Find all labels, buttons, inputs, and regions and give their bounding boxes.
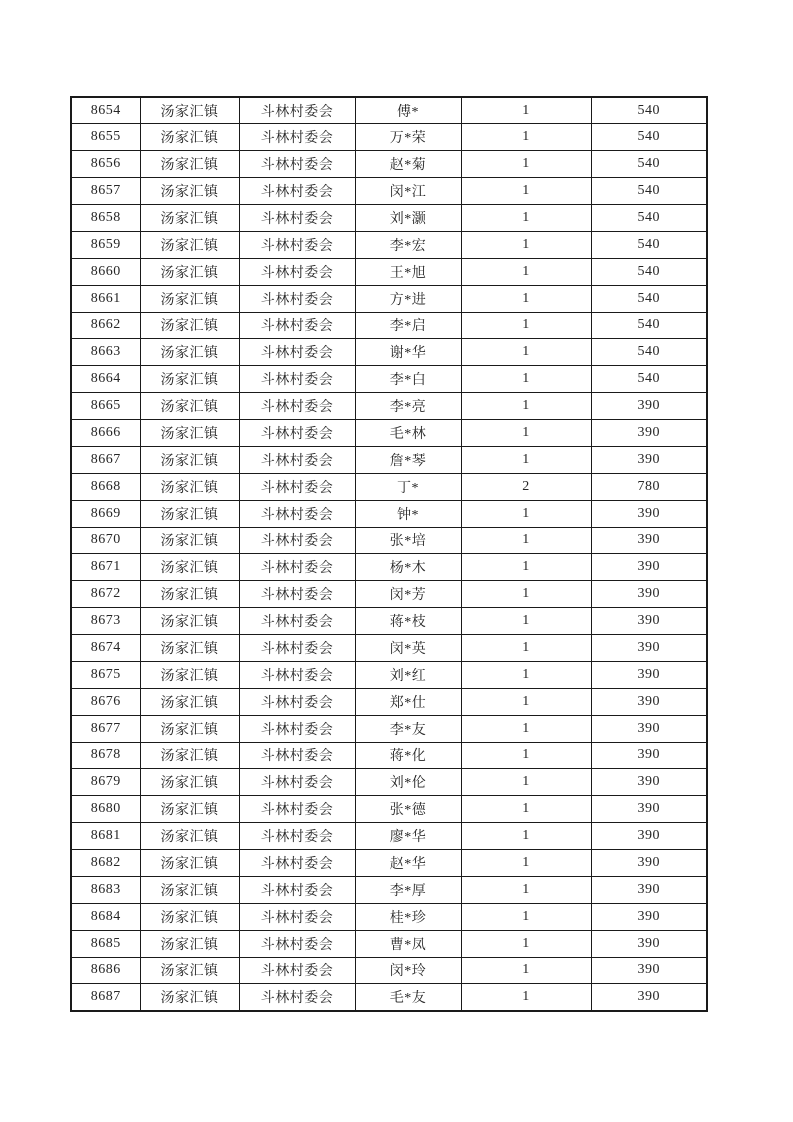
cell-town: 汤家汇镇 — [140, 500, 239, 527]
cell-town: 汤家汇镇 — [140, 635, 239, 662]
cell-amount: 540 — [591, 205, 707, 232]
cell-person-name: 桂*珍 — [355, 903, 461, 930]
cell-count: 1 — [461, 124, 591, 151]
cell-village-committee: 斗林村委会 — [239, 285, 355, 312]
cell-town: 汤家汇镇 — [140, 742, 239, 769]
cell-town: 汤家汇镇 — [140, 554, 239, 581]
cell-village-committee: 斗林村委会 — [239, 151, 355, 178]
table-row — [71, 178, 707, 205]
cell-town: 汤家汇镇 — [140, 393, 239, 420]
table-row — [71, 608, 707, 635]
table-row — [71, 823, 707, 850]
cell-village-committee: 斗林村委会 — [239, 635, 355, 662]
cell-person-name: 丁* — [355, 473, 461, 500]
cell-village-committee: 斗林村委会 — [239, 554, 355, 581]
cell-village-committee: 斗林村委会 — [239, 715, 355, 742]
cell-serial-number: 8668 — [71, 473, 140, 500]
cell-amount: 390 — [591, 446, 707, 473]
table-row — [71, 527, 707, 554]
cell-amount: 390 — [591, 500, 707, 527]
cell-serial-number: 8680 — [71, 796, 140, 823]
cell-serial-number: 8687 — [71, 984, 140, 1011]
cell-person-name: 李*亮 — [355, 393, 461, 420]
cell-village-committee: 斗林村委会 — [239, 823, 355, 850]
cell-amount: 390 — [591, 635, 707, 662]
cell-town: 汤家汇镇 — [140, 715, 239, 742]
cell-count: 1 — [461, 769, 591, 796]
table-row — [71, 742, 707, 769]
cell-town: 汤家汇镇 — [140, 930, 239, 957]
cell-village-committee: 斗林村委会 — [239, 903, 355, 930]
cell-town: 汤家汇镇 — [140, 661, 239, 688]
cell-count: 1 — [461, 742, 591, 769]
cell-village-committee: 斗林村委会 — [239, 231, 355, 258]
table-row — [71, 930, 707, 957]
cell-village-committee: 斗林村委会 — [239, 661, 355, 688]
cell-town: 汤家汇镇 — [140, 446, 239, 473]
cell-count: 1 — [461, 554, 591, 581]
cell-serial-number: 8685 — [71, 930, 140, 957]
cell-count: 1 — [461, 366, 591, 393]
table-row — [71, 769, 707, 796]
cell-person-name: 曹*凤 — [355, 930, 461, 957]
cell-amount: 390 — [591, 661, 707, 688]
table-row — [71, 850, 707, 877]
cell-town: 汤家汇镇 — [140, 339, 239, 366]
cell-count: 1 — [461, 608, 591, 635]
cell-count: 1 — [461, 97, 591, 124]
cell-town: 汤家汇镇 — [140, 984, 239, 1011]
cell-town: 汤家汇镇 — [140, 823, 239, 850]
cell-person-name: 詹*琴 — [355, 446, 461, 473]
cell-amount: 390 — [591, 420, 707, 447]
table-row — [71, 903, 707, 930]
cell-person-name: 郑*仕 — [355, 688, 461, 715]
cell-person-name: 李*厚 — [355, 876, 461, 903]
cell-serial-number: 8679 — [71, 769, 140, 796]
cell-serial-number: 8676 — [71, 688, 140, 715]
table-row — [71, 393, 707, 420]
cell-serial-number: 8682 — [71, 850, 140, 877]
cell-village-committee: 斗林村委会 — [239, 393, 355, 420]
cell-person-name: 毛*友 — [355, 984, 461, 1011]
cell-serial-number: 8670 — [71, 527, 140, 554]
table-row — [71, 231, 707, 258]
cell-amount: 540 — [591, 312, 707, 339]
cell-serial-number: 8664 — [71, 366, 140, 393]
cell-person-name: 王*旭 — [355, 258, 461, 285]
cell-village-committee: 斗林村委会 — [239, 769, 355, 796]
cell-town: 汤家汇镇 — [140, 903, 239, 930]
cell-village-committee: 斗林村委会 — [239, 446, 355, 473]
cell-village-committee: 斗林村委会 — [239, 258, 355, 285]
cell-count: 1 — [461, 258, 591, 285]
cell-village-committee: 斗林村委会 — [239, 339, 355, 366]
table-row — [71, 581, 707, 608]
cell-serial-number: 8659 — [71, 231, 140, 258]
cell-serial-number: 8672 — [71, 581, 140, 608]
cell-person-name: 李*友 — [355, 715, 461, 742]
cell-person-name: 万*荣 — [355, 124, 461, 151]
cell-amount: 390 — [591, 876, 707, 903]
cell-village-committee: 斗林村委会 — [239, 876, 355, 903]
cell-person-name: 蒋*化 — [355, 742, 461, 769]
cell-amount: 390 — [591, 688, 707, 715]
cell-amount: 390 — [591, 903, 707, 930]
cell-count: 1 — [461, 339, 591, 366]
table-row — [71, 688, 707, 715]
table-row — [71, 124, 707, 151]
cell-town: 汤家汇镇 — [140, 124, 239, 151]
cell-count: 1 — [461, 688, 591, 715]
cell-person-name: 谢*华 — [355, 339, 461, 366]
cell-person-name: 李*宏 — [355, 231, 461, 258]
cell-town: 汤家汇镇 — [140, 205, 239, 232]
cell-town: 汤家汇镇 — [140, 876, 239, 903]
table-row — [71, 97, 707, 124]
cell-village-committee: 斗林村委会 — [239, 984, 355, 1011]
table-row — [71, 635, 707, 662]
cell-serial-number: 8684 — [71, 903, 140, 930]
cell-serial-number: 8665 — [71, 393, 140, 420]
cell-count: 1 — [461, 151, 591, 178]
cell-person-name: 刘*灏 — [355, 205, 461, 232]
cell-serial-number: 8661 — [71, 285, 140, 312]
table-body — [71, 97, 707, 1011]
cell-count: 1 — [461, 850, 591, 877]
table-row — [71, 285, 707, 312]
cell-serial-number: 8667 — [71, 446, 140, 473]
cell-person-name: 闵*玲 — [355, 957, 461, 984]
table-row — [71, 420, 707, 447]
cell-count: 1 — [461, 178, 591, 205]
cell-amount: 540 — [591, 285, 707, 312]
cell-serial-number: 8669 — [71, 500, 140, 527]
cell-town: 汤家汇镇 — [140, 769, 239, 796]
cell-village-committee: 斗林村委会 — [239, 366, 355, 393]
cell-amount: 390 — [591, 957, 707, 984]
cell-village-committee: 斗林村委会 — [239, 312, 355, 339]
cell-town: 汤家汇镇 — [140, 366, 239, 393]
cell-person-name: 李*启 — [355, 312, 461, 339]
cell-amount: 390 — [591, 554, 707, 581]
cell-amount: 540 — [591, 97, 707, 124]
cell-person-name: 赵*菊 — [355, 151, 461, 178]
cell-amount: 390 — [591, 742, 707, 769]
cell-amount: 540 — [591, 339, 707, 366]
table-row — [71, 984, 707, 1011]
table-row — [71, 258, 707, 285]
cell-amount: 390 — [591, 984, 707, 1011]
table-row — [71, 446, 707, 473]
cell-serial-number: 8675 — [71, 661, 140, 688]
cell-village-committee: 斗林村委会 — [239, 420, 355, 447]
table-row — [71, 312, 707, 339]
cell-count: 1 — [461, 984, 591, 1011]
cell-count: 1 — [461, 876, 591, 903]
cell-count: 1 — [461, 285, 591, 312]
cell-person-name: 钟* — [355, 500, 461, 527]
cell-village-committee: 斗林村委会 — [239, 608, 355, 635]
cell-serial-number: 8655 — [71, 124, 140, 151]
cell-serial-number: 8663 — [71, 339, 140, 366]
cell-count: 1 — [461, 205, 591, 232]
cell-amount: 390 — [591, 796, 707, 823]
cell-town: 汤家汇镇 — [140, 258, 239, 285]
table-row — [71, 554, 707, 581]
cell-serial-number: 8678 — [71, 742, 140, 769]
table-row — [71, 876, 707, 903]
cell-amount: 540 — [591, 366, 707, 393]
cell-serial-number: 8658 — [71, 205, 140, 232]
cell-village-committee: 斗林村委会 — [239, 527, 355, 554]
cell-person-name: 傅* — [355, 97, 461, 124]
cell-count: 1 — [461, 823, 591, 850]
cell-count: 1 — [461, 312, 591, 339]
cell-amount: 390 — [591, 850, 707, 877]
cell-count: 1 — [461, 903, 591, 930]
cell-person-name: 毛*林 — [355, 420, 461, 447]
cell-amount: 390 — [591, 769, 707, 796]
cell-serial-number: 8666 — [71, 420, 140, 447]
cell-serial-number: 8662 — [71, 312, 140, 339]
cell-town: 汤家汇镇 — [140, 151, 239, 178]
cell-person-name: 闵*芳 — [355, 581, 461, 608]
table-row — [71, 366, 707, 393]
cell-count: 1 — [461, 957, 591, 984]
cell-serial-number: 8660 — [71, 258, 140, 285]
cell-amount: 390 — [591, 715, 707, 742]
cell-count: 1 — [461, 930, 591, 957]
cell-person-name: 蒋*枝 — [355, 608, 461, 635]
cell-serial-number: 8681 — [71, 823, 140, 850]
cell-person-name: 刘*红 — [355, 661, 461, 688]
beneficiary-table — [70, 96, 708, 1012]
cell-village-committee: 斗林村委会 — [239, 930, 355, 957]
cell-amount: 390 — [591, 393, 707, 420]
cell-town: 汤家汇镇 — [140, 285, 239, 312]
cell-person-name: 张*培 — [355, 527, 461, 554]
table-row — [71, 661, 707, 688]
table-row — [71, 205, 707, 232]
cell-town: 汤家汇镇 — [140, 608, 239, 635]
cell-amount: 390 — [591, 581, 707, 608]
table-row — [71, 796, 707, 823]
cell-town: 汤家汇镇 — [140, 796, 239, 823]
cell-count: 1 — [461, 796, 591, 823]
cell-town: 汤家汇镇 — [140, 688, 239, 715]
cell-person-name: 李*白 — [355, 366, 461, 393]
cell-town: 汤家汇镇 — [140, 231, 239, 258]
cell-person-name: 方*进 — [355, 285, 461, 312]
cell-serial-number: 8677 — [71, 715, 140, 742]
cell-person-name: 廖*华 — [355, 823, 461, 850]
cell-amount: 540 — [591, 231, 707, 258]
table-row — [71, 500, 707, 527]
cell-amount: 540 — [591, 178, 707, 205]
cell-village-committee: 斗林村委会 — [239, 796, 355, 823]
table-row — [71, 339, 707, 366]
cell-serial-number: 8656 — [71, 151, 140, 178]
cell-amount: 780 — [591, 473, 707, 500]
cell-count: 1 — [461, 581, 591, 608]
cell-person-name: 杨*木 — [355, 554, 461, 581]
cell-town: 汤家汇镇 — [140, 178, 239, 205]
cell-person-name: 闵*江 — [355, 178, 461, 205]
cell-count: 1 — [461, 715, 591, 742]
cell-person-name: 张*德 — [355, 796, 461, 823]
cell-amount: 390 — [591, 930, 707, 957]
table-row — [71, 957, 707, 984]
cell-village-committee: 斗林村委会 — [239, 957, 355, 984]
table-row — [71, 151, 707, 178]
cell-person-name: 闵*英 — [355, 635, 461, 662]
cell-serial-number: 8654 — [71, 97, 140, 124]
cell-village-committee: 斗林村委会 — [239, 688, 355, 715]
cell-person-name: 刘*伦 — [355, 769, 461, 796]
cell-serial-number: 8673 — [71, 608, 140, 635]
cell-count: 1 — [461, 231, 591, 258]
cell-amount: 390 — [591, 608, 707, 635]
table-row — [71, 473, 707, 500]
cell-serial-number: 8686 — [71, 957, 140, 984]
cell-count: 1 — [461, 527, 591, 554]
cell-town: 汤家汇镇 — [140, 957, 239, 984]
cell-town: 汤家汇镇 — [140, 97, 239, 124]
cell-town: 汤家汇镇 — [140, 312, 239, 339]
cell-count: 1 — [461, 635, 591, 662]
cell-count: 2 — [461, 473, 591, 500]
cell-serial-number: 8683 — [71, 876, 140, 903]
cell-town: 汤家汇镇 — [140, 527, 239, 554]
cell-person-name: 赵*华 — [355, 850, 461, 877]
cell-amount: 390 — [591, 527, 707, 554]
cell-village-committee: 斗林村委会 — [239, 124, 355, 151]
cell-count: 1 — [461, 446, 591, 473]
cell-village-committee: 斗林村委会 — [239, 97, 355, 124]
cell-village-committee: 斗林村委会 — [239, 581, 355, 608]
cell-count: 1 — [461, 500, 591, 527]
cell-amount: 540 — [591, 258, 707, 285]
cell-count: 1 — [461, 393, 591, 420]
cell-town: 汤家汇镇 — [140, 850, 239, 877]
cell-village-committee: 斗林村委会 — [239, 473, 355, 500]
cell-serial-number: 8657 — [71, 178, 140, 205]
cell-amount: 540 — [591, 124, 707, 151]
cell-village-committee: 斗林村委会 — [239, 500, 355, 527]
cell-town: 汤家汇镇 — [140, 473, 239, 500]
cell-town: 汤家汇镇 — [140, 581, 239, 608]
cell-amount: 540 — [591, 151, 707, 178]
cell-village-committee: 斗林村委会 — [239, 178, 355, 205]
cell-serial-number: 8671 — [71, 554, 140, 581]
table-row — [71, 715, 707, 742]
cell-serial-number: 8674 — [71, 635, 140, 662]
cell-count: 1 — [461, 420, 591, 447]
cell-amount: 390 — [591, 823, 707, 850]
cell-village-committee: 斗林村委会 — [239, 850, 355, 877]
cell-village-committee: 斗林村委会 — [239, 742, 355, 769]
cell-town: 汤家汇镇 — [140, 420, 239, 447]
cell-count: 1 — [461, 661, 591, 688]
cell-village-committee: 斗林村委会 — [239, 205, 355, 232]
